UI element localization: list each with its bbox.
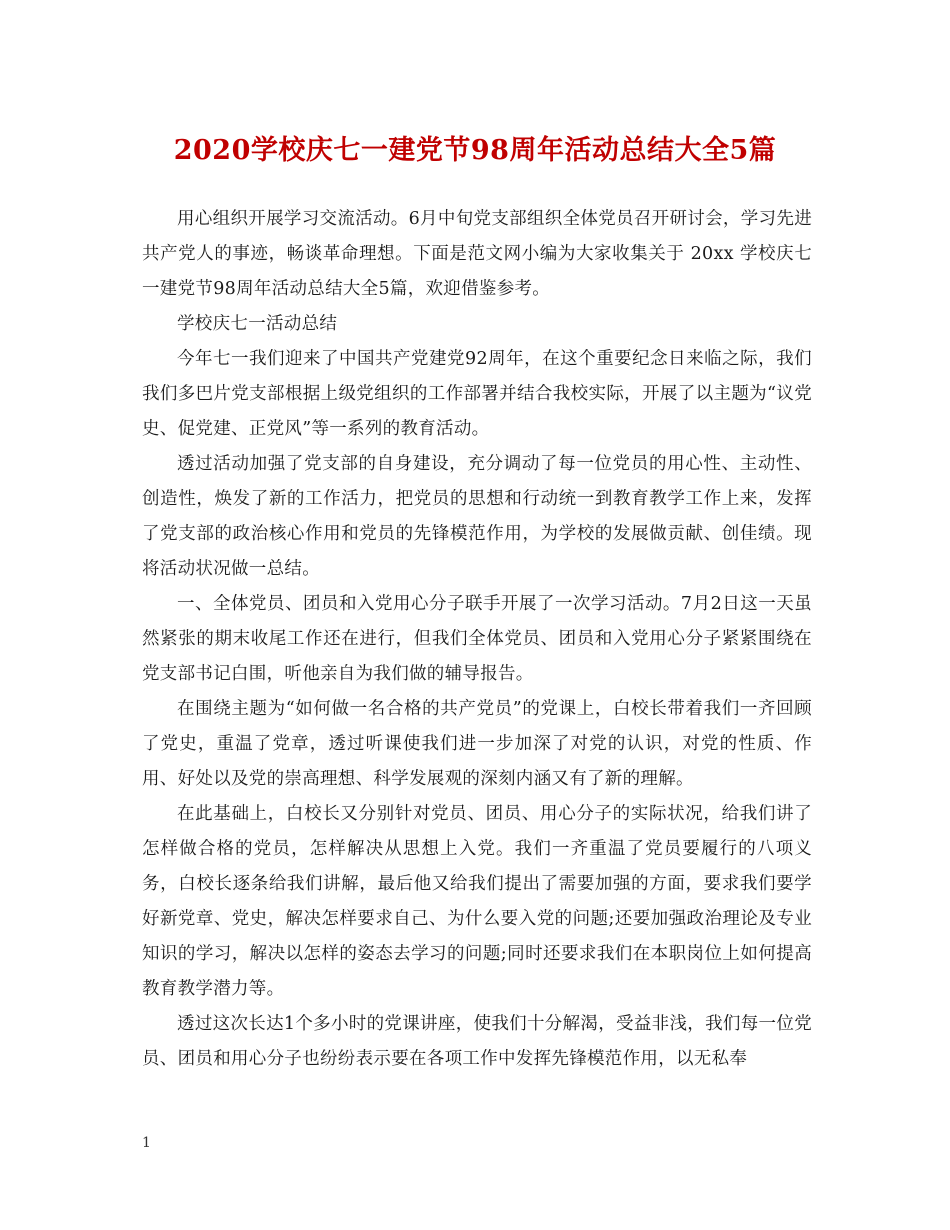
section-heading: 学校庆七一活动总结 xyxy=(177,314,338,334)
document-body xyxy=(142,202,812,1077)
page-number: 1 xyxy=(142,1135,151,1151)
paragraph: 透过活动加强了党支部的自身建设，充分调动了每一位党员的用心性、主动性、创造性，焕发了新的工作活力，把党员的思想和行动统一到教育教学工作上来，发挥了党支部的政治核心作用和党员的先锋模范作用，为学校的发展做贡献、创佳绩。现将活动状况做一总结。 xyxy=(142,454,812,579)
document-title: 2020学校庆七一建党节98周年活动总结大全5篇 xyxy=(173,135,777,166)
paragraph: 在此基础上，白校长又分别针对党员、团员、用心分子的实际状况，给我们讲了怎样做合格的党员，怎样解决从思想上入党。我们一齐重温了党员要履行的八项义务，白校长逐条给我们讲解，最后他又给我们提出了需要加强的方面，要求我们要学好新党章、党史，解决怎样要求自己、为什么要入党的问题;还要加强政治理论及专业知识的学习，解决以怎样的姿态去学习的问题;同时还要求我们在本职岗位上如何提高教育教学潜力等。 xyxy=(142,804,812,999)
paragraph: 透过这次长达1个多小时的党课讲座，使我们十分解渴，受益非浅，我们每一位党员、团员和用心分子也纷纷表示要在各项工作中发挥先锋模范作用，以无私奉 xyxy=(142,1014,812,1069)
paragraph: 今年七一我们迎来了中国共产党建党92周年，在这个重要纪念日来临之际，我们我们多巴片党支部根据上级党组织的工作部署并结合我校实际，开展了以主题为“议党史、促党建、正党风”等一系列的教育活动。 xyxy=(142,349,812,439)
paragraph: 一、全体党员、团员和入党用心分子联手开展了一次学习活动。7月2日这一天虽然紧张的期末收尾工作还在进行，但我们全体党员、团员和入党用心分子紧紧围绕在党支部书记白围，听他亲自为我们做的辅导报告。 xyxy=(142,594,812,684)
paragraph: 用心组织开展学习交流活动。6月中旬党支部组织全体党员召开研讨会，学习先进共产党人的事迹，畅谈革命理想。下面是范文网小编为大家收集关于 20xx 学校庆七一建党节98周年活动总结大全5篇，欢迎借鉴参考。 xyxy=(142,209,812,299)
paragraph: 在围绕主题为“如何做一名合格的共产党员”的党课上，白校长带着我们一齐回顾了党史，重温了党章，透过听课使我们进一步加深了对党的认识，对党的性质、作用、好处以及党的崇高理想、科学发展观的深刻内涵又有了新的理解。 xyxy=(142,699,812,789)
